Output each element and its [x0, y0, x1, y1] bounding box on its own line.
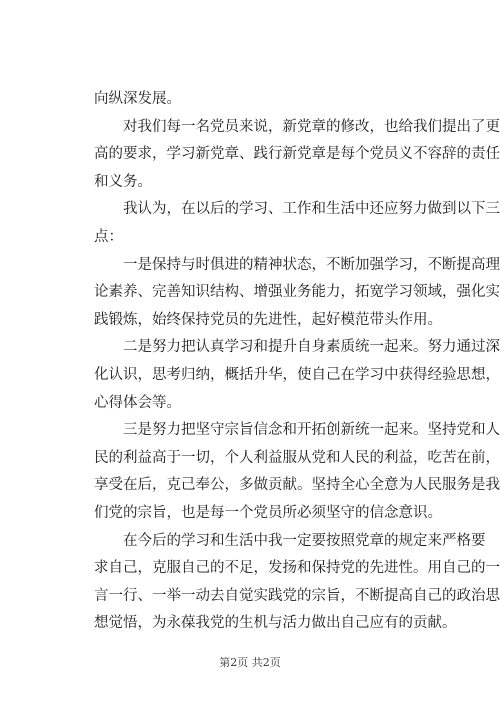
paragraph-line: 向纵深发展。: [94, 91, 181, 107]
paragraph: [94, 114, 500, 197]
paragraph-line: 言一行、一举一动去自觉实践党的宗旨，不断提高自己的政治思: [94, 587, 500, 604]
paragraph: [94, 196, 500, 251]
paragraph-line: 我认为，在以后的学习、工作和生活中还应努力做到以下三: [123, 201, 500, 218]
paragraph: [94, 417, 500, 527]
paragraph-line: 点：: [94, 228, 123, 245]
paragraph-line: 在今后的学习和生活中我一定要按照党章的规定来严格要: [123, 532, 486, 549]
paragraph-line: 二是努力把认真学习和提升自身素质统一起来。努力通过深: [123, 339, 500, 356]
paragraph-line: 践锻炼，始终保持党员的先进性，起好模范带头作用。: [94, 311, 442, 328]
paragraph-line: 化认识，思考归纳，概括升华，使自己在学习中获得经验思想，: [94, 366, 500, 383]
page-footer: 第2页 共2页: [219, 656, 281, 669]
paragraph-line: 心得体会等。: [94, 394, 181, 411]
paragraph-line: 民的利益高于一切，个人利益服从党和人民的利益，吃苦在前，: [94, 449, 500, 466]
paragraph-line: 和义务。: [94, 173, 152, 190]
paragraph: [94, 528, 500, 638]
document-body: [94, 86, 500, 638]
paragraph-line: 高的要求，学习新党章、践行新党章是每个党员义不容辞的责任: [94, 146, 500, 163]
paragraph-line: 对我们每一名党员来说，新党章的修改，也给我们提出了更: [123, 118, 500, 135]
paragraph: [94, 334, 500, 417]
paragraph-line: 论素养、完善知识结构、增强业务能力，拓宽学习领域，强化实: [94, 284, 500, 301]
paragraph-line: 们党的宗旨，也是每一个党员所必须坚守的信念意识。: [94, 504, 442, 521]
paragraph-line: 三是努力把坚守宗旨信念和开拓创新统一起来。坚持党和人: [123, 422, 500, 439]
paragraph: [94, 252, 500, 335]
paragraph-line: 享受在后，克己奉公，多做贡献。坚持全心全意为人民服务是我: [94, 477, 500, 494]
paragraph: [94, 86, 430, 114]
paragraph-line: 想觉悟，为永葆我党的生机与活力做出自己应有的贡献。: [94, 615, 457, 632]
paragraph-line: 一是保持与时俱进的精神状态，不断加强学习，不断提高理: [123, 256, 500, 273]
paragraph-line: 求自己，克服自己的不足，发扬和保持党的先进性。用自己的一: [94, 560, 500, 577]
